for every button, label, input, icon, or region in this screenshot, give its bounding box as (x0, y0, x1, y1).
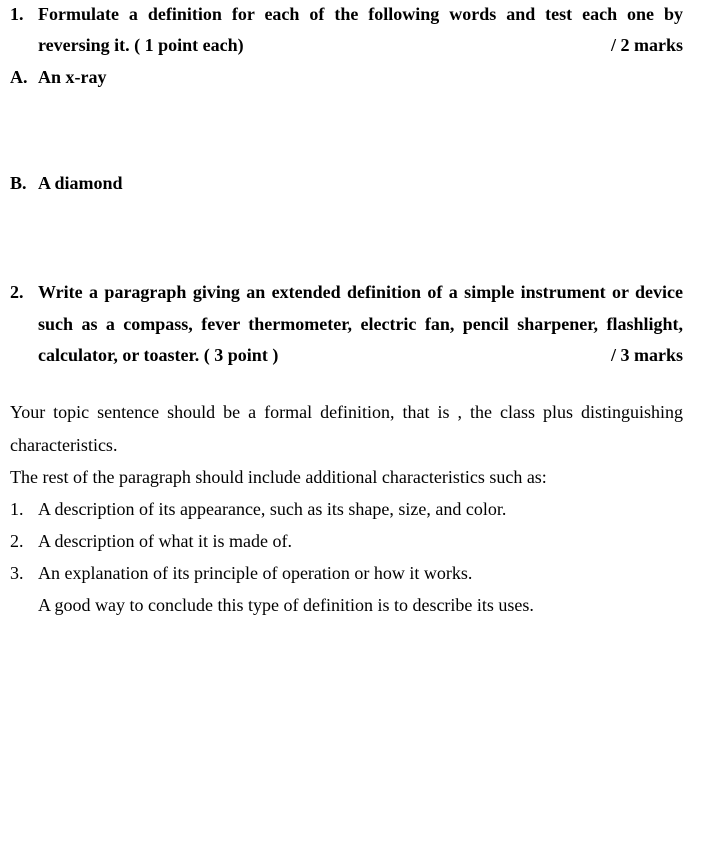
guidance-list-item-3 (10, 559, 683, 591)
list-item-3-number: 3. (10, 563, 24, 583)
list-item-2-text: A description of what it is made of. (38, 531, 292, 551)
question-1-line-1 (10, 0, 683, 32)
item-a-text: An x-ray (38, 67, 107, 87)
list-item-2-number: 2. (10, 531, 24, 551)
question-2-number: 2. (10, 282, 24, 302)
question-2-line-2 (10, 310, 683, 342)
question-1-item-a (10, 63, 683, 95)
guidance-list-item-1 (10, 495, 683, 527)
question-1-number: 1. (10, 4, 24, 24)
item-b-text: A diamond (38, 173, 123, 193)
question-1-item-b (10, 169, 683, 201)
list-item-1-number: 1. (10, 499, 24, 519)
question-2-marks: / 3 marks (611, 345, 683, 365)
question-1-prompt-line-2: reversing it. ( 1 point each) (38, 35, 244, 55)
question-2-prompt-line-2: such as a compass, fever thermometer, electric fan, pencil sharpener, flashlight, (38, 314, 683, 334)
guidance-conclusion-line (10, 591, 683, 623)
question-1-line-2 (10, 31, 683, 63)
question-2-line-1 (10, 278, 683, 310)
guidance-conclusion: A good way to conclude this type of definition is to describe its uses. (38, 595, 534, 615)
item-b-letter: B. (10, 173, 27, 193)
guidance-paragraph-1-line-2: characteristics. (10, 435, 118, 455)
question-1-marks: / 2 marks (611, 35, 683, 55)
list-item-1-text: A description of its appearance, such as its shape, size, and color. (38, 499, 507, 519)
question-2-line-3 (10, 341, 683, 373)
guidance-list-item-2 (10, 527, 683, 559)
guidance-paragraph-2: The rest of the paragraph should include additional characteristics such as: (10, 467, 547, 487)
guidance-paragraph-1-line-1: Your topic sentence should be a formal definition, that is , the class plus distinguishing (10, 402, 683, 422)
question-2-prompt-line-3: calculator, or toaster. ( 3 point ) (38, 345, 279, 365)
question-2-prompt-line-1: Write a paragraph giving an extended definition of a simple instrument or device (38, 282, 683, 302)
question-1-prompt-line-1: Formulate a definition for each of the following words and test each one by (38, 4, 683, 24)
list-item-3-text: An explanation of its principle of operation or how it works. (38, 563, 473, 583)
item-a-letter: A. (10, 67, 28, 87)
